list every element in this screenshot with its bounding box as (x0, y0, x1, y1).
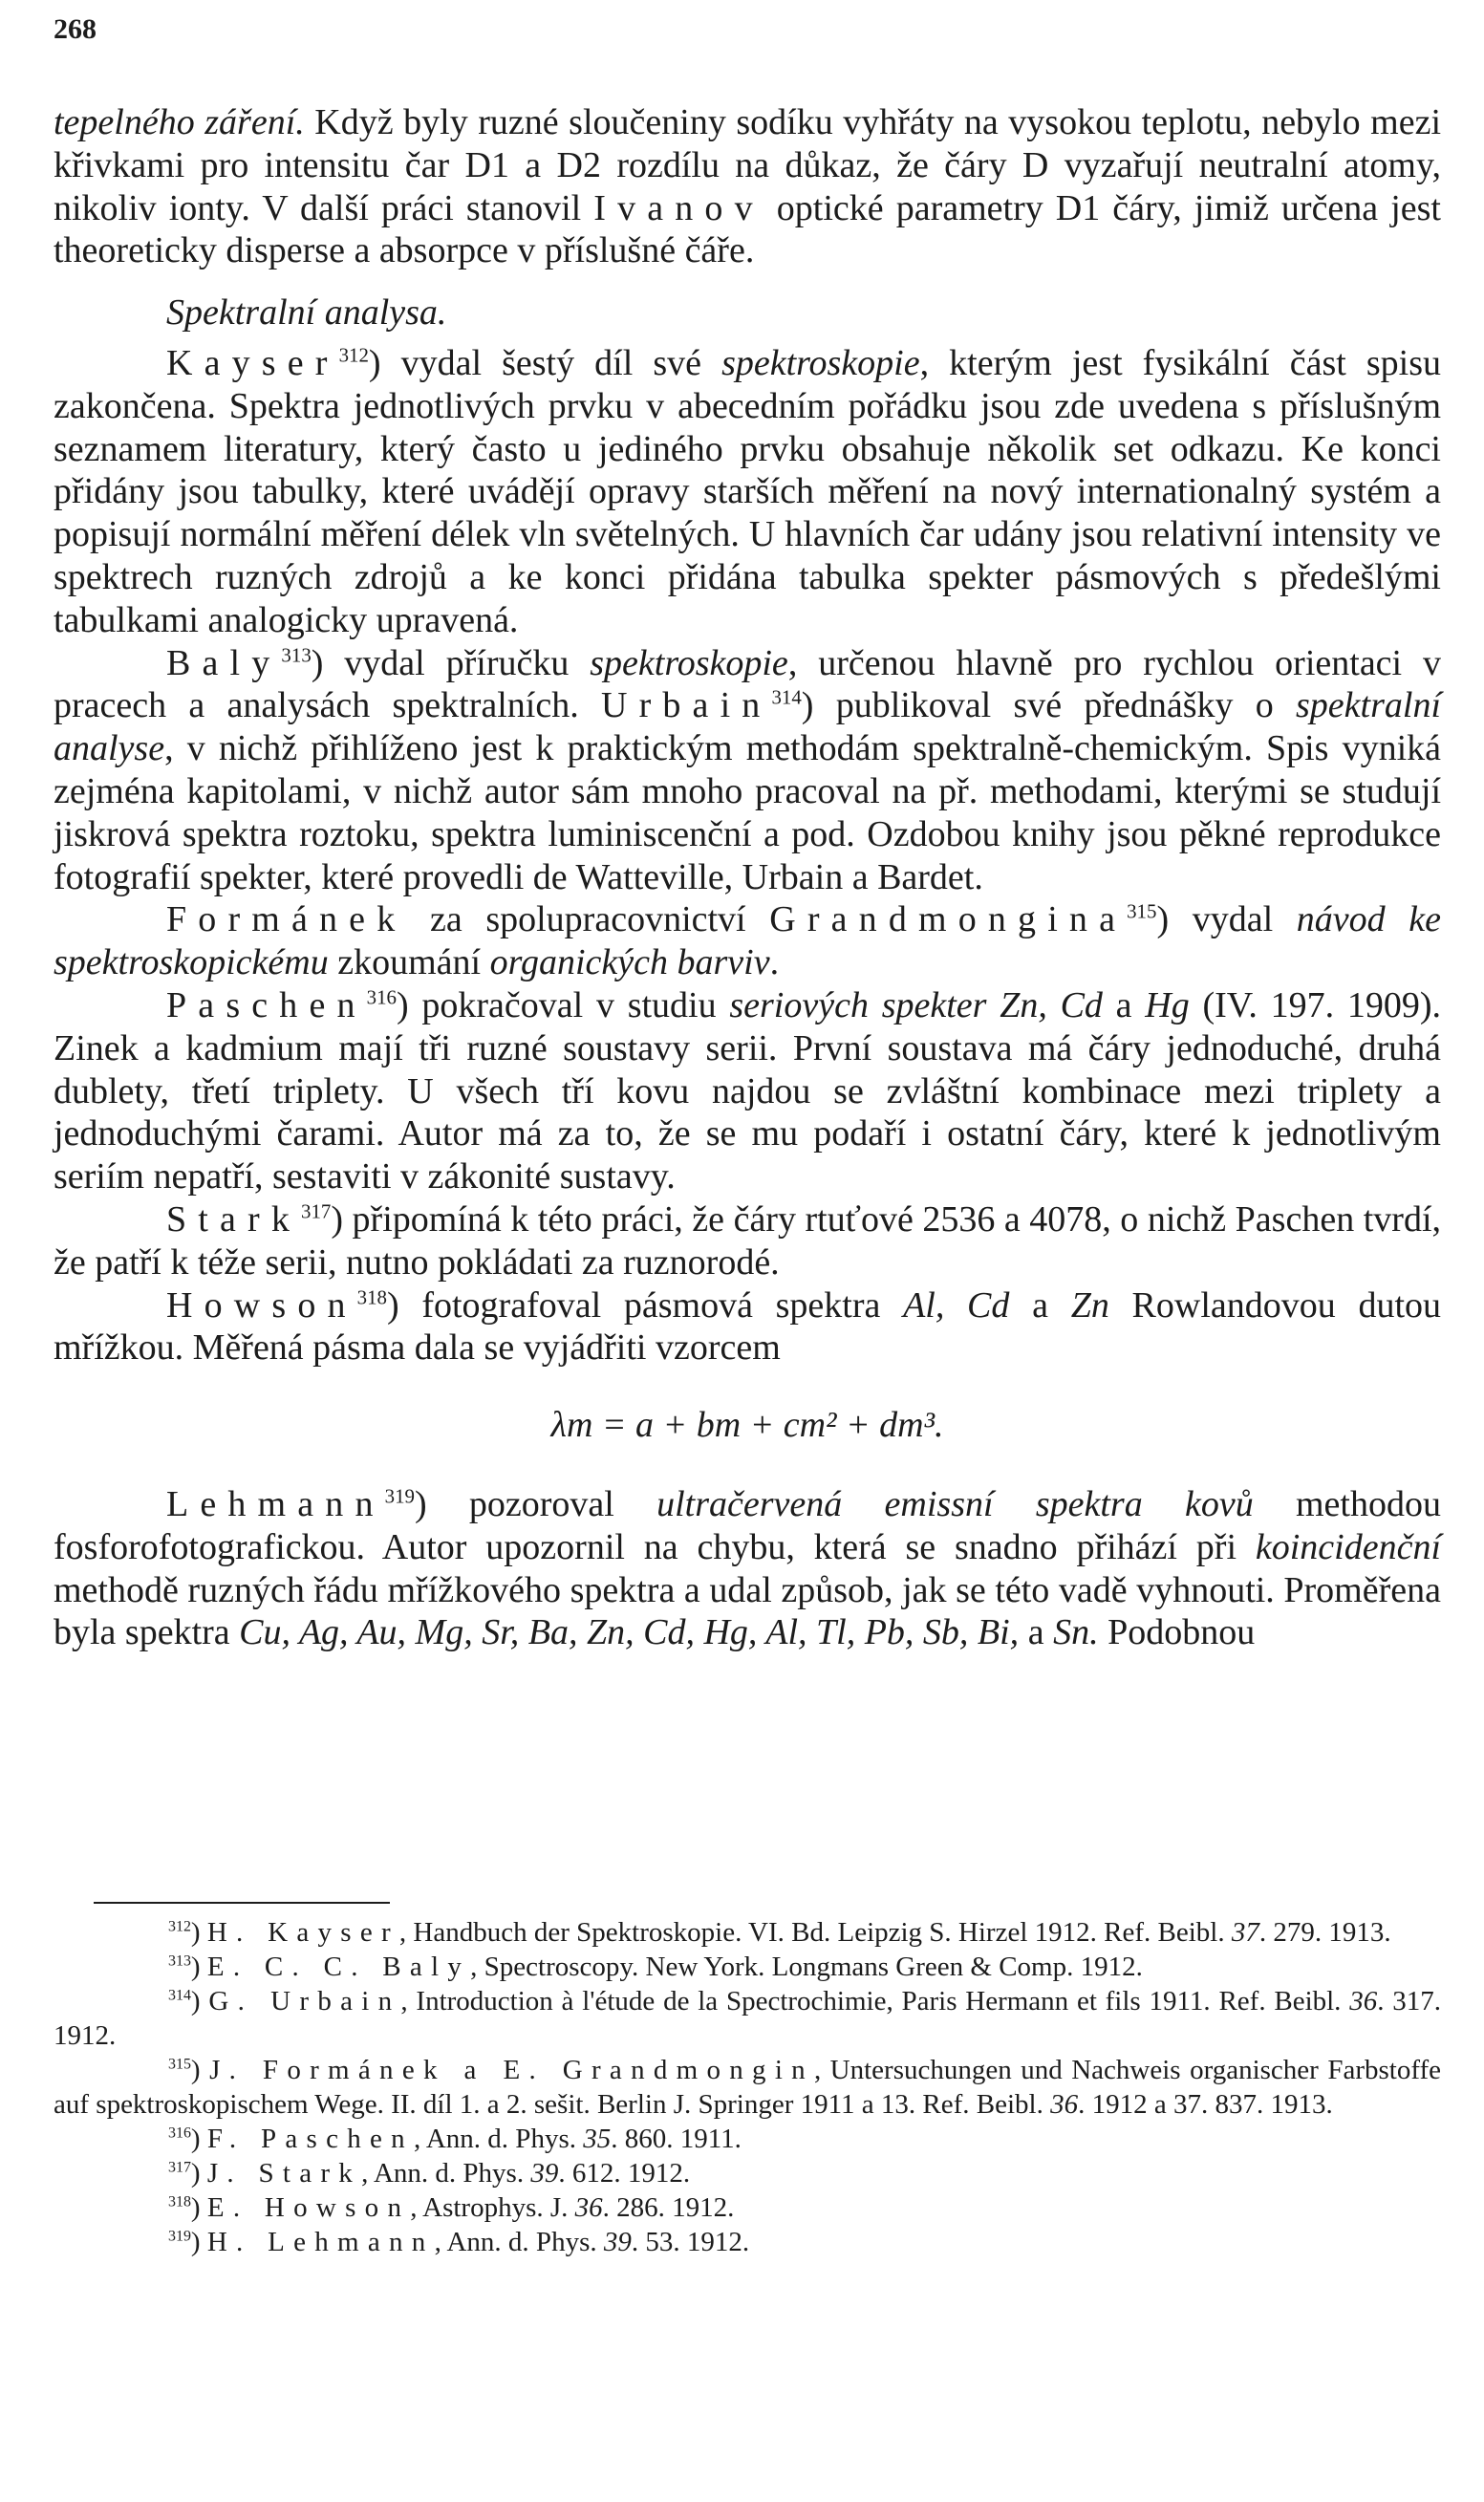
footnote-author: J. Stark (206, 2158, 362, 2189)
footnote-volume: 39 (603, 2227, 632, 2257)
author-name: Kayser (166, 342, 339, 383)
footnote-text: . 53. 1912. (631, 2227, 750, 2257)
text: methodě ruzných řádu mřížkového spektra a udal způsob, jak se této vadě vyhnouti. Proměřena byla spektra (54, 1569, 1441, 1653)
footnote-volume: 39 (530, 2158, 559, 2189)
footnote-volume: 36 (1349, 1986, 1378, 2017)
footnote-ref[interactable]: 315 (1127, 899, 1157, 923)
footnote-ref[interactable]: 312 (338, 343, 369, 367)
text: , určenou hlavně pro rychlou orientaci v pracech a analysách spektralních. (54, 642, 1442, 726)
text: ) pozoroval (414, 1483, 657, 1524)
italic-term: Al, Cd (903, 1284, 1010, 1326)
footnote-number: 313 (168, 1952, 191, 1970)
author-name: Howson (166, 1284, 357, 1326)
text: ) vydal šestý díl své (368, 342, 722, 383)
footnote-author: G. Urbain (208, 1986, 401, 2017)
paragraph-formanek (54, 898, 1441, 984)
footnote-text: . 612. 1912. (558, 2158, 691, 2189)
footnote-divider (94, 1902, 390, 1904)
footnote-author: J. Formánek a E. Grandmongin (209, 2055, 814, 2085)
footnote: $^{315}$) J. Formánek a E. Grandmongin, Untersuchungen und Nachweis organischer Farbstoffe auf spektroskopischem Wege. II. díl 1. a 2. sešit. Berlin J. Springer 1911 a 13. Ref. Beibl. 36. 1912 a 37. 837. 1913. (54, 2055, 1441, 2120)
paragraph-stark (54, 1198, 1441, 1284)
italic-term: ultračervená emissní spektra kovů (656, 1483, 1254, 1524)
footnote-text: , Ann. d. Phys. (361, 2158, 531, 2189)
text: ) připomíná k této práci, že čáry rtuťové 2536 a 4078, o nichž Paschen tvrdí, že patří k téže serii, nutno pokládati za ruznorodé. (54, 1198, 1441, 1283)
footnote-number: 316 (168, 2125, 191, 2142)
italic-term: spektroskopie (590, 642, 788, 683)
italic-term: Sn. (1053, 1612, 1099, 1653)
text: za spolupracovnictví (406, 899, 770, 940)
text: , v nichž přihlíženo jest k praktickým methodám spektralně-chemickým. Spis vyniká zejména kapitolami, v nichž autor sám mnoho pracoval na př. methodami, kterými se studují jiskrová spektra roztoku, spektra luminiscenční a pod. Ozdobou knihy jsou pěkné reprodukce fotografií spekter, které provedli de Watteville, Urbain a Bardet. (54, 728, 1441, 897)
text: ) vydal příručku (311, 642, 591, 683)
text: methodou fosforofotografickou. Autor upozornil na chybu, která se snadno přihází při (54, 1483, 1441, 1567)
footnote-number: 317 (168, 2159, 191, 2176)
author-name: Lehmann (166, 1483, 385, 1524)
author-name: Urbain (600, 685, 772, 726)
text: ) publikoval své přednášky o (801, 685, 1297, 726)
footnote: $^{317}$) J. Stark, Ann. d. Phys. 39. 612. 1912. (168, 2158, 691, 2189)
footnote-author: E. C. C. Baly (206, 1952, 471, 1982)
footnote-text: , Introduction à l'étude de la Spectrochimie, Paris Hermann et fils 1911. Ref. Beibl. (400, 1986, 1350, 2017)
paragraph-0 (54, 101, 1441, 272)
footnote-number: 315 (168, 2056, 191, 2073)
footnote-text: . 317. 1912. (54, 1986, 1442, 2051)
lead-italic: tepelného záření. (54, 102, 305, 142)
footnote-author: H. Lehmann (206, 2227, 435, 2257)
footnote-text: . 1912 a 37. 837. 1913. (1078, 2089, 1333, 2120)
text: (IV. 197. 1909). Zinek a kadmium mají tři ruzné soustavy serii. První soustava má čáry jednoduché, druhá dublety, třetí triplety. U všech tří kovu najdou se zvláštní kombinace mezi triplety a jednoduchými čarami. Autor má za to, že se mu podaří i ostatní čáry, které k jednotlivým seriím nepatří, sestaviti v zákonité sustavy. (54, 984, 1442, 1197)
italic-term: Zn (1070, 1284, 1109, 1326)
text: optické parametry D1 čáry, jimiž určena jest theoreticky disperse a absorpce v příslušné čáře. (54, 187, 1441, 271)
text: ) fotografoval pásmová spektra (386, 1284, 904, 1326)
italic-term: seriových spekter Zn, Cd (729, 984, 1103, 1025)
italic-term: návod ke spektroskopickému (54, 899, 1441, 983)
page-number: 268 (54, 13, 97, 45)
author-name: Ivanov (593, 187, 764, 228)
author-name: Grandmongina (769, 899, 1128, 940)
paragraph-lehmann (54, 1483, 1441, 1654)
footnote-ref[interactable]: 316 (366, 985, 397, 1009)
text: a (1019, 1612, 1054, 1653)
footnote-text: . 286. 1912. (602, 2192, 735, 2223)
main-text (54, 101, 1441, 1654)
text: a (1102, 984, 1146, 1025)
section-title: Spektralní analysa. (166, 292, 447, 334)
footnote: $^{316}$) F. Paschen, Ann. d. Phys. 35. 860. 1911. (168, 2124, 742, 2154)
text: , kterým jest fysikální část spisu zakončena. Spektra jednotlivých prvku v abecedním pořádku jsou zde uvedena s příslušným seznamem literatury, který často u jediného prvku obsahuje několik set odkazu. Ke konci přidány jsou tabulky, které uvádějí opravy starších měření na nový internationalný systém a popisují normální měření délek vln světelných. U hlavních čar udány jsou relativní intensity ve spektrech ruzných zdrojů a ke konci přidána tabulka spekter pásmových s předešlými tabulkami analogicky upravená. (54, 342, 1441, 640)
text: Podobnou (1098, 1612, 1256, 1653)
formula: λm = a + bm + cm² + dm³. (550, 1405, 944, 1446)
footnote-number: 319 (168, 2228, 191, 2245)
footnote-ref[interactable]: 317 (301, 1199, 332, 1223)
footnote-number: 312 (168, 1918, 191, 1935)
footnote-text: , Astrophys. J. (410, 2192, 575, 2223)
footnote: $^{318}$) E. Howson, Astrophys. J. 36. 286. 1912. (168, 2192, 735, 2223)
footnotes (54, 1915, 1441, 2259)
text: Rowlandovou dutou mřížkou. Měřená pásma dala se vyjádřiti vzorcem (54, 1284, 1442, 1369)
text: ) vydal (1156, 899, 1297, 940)
footnote-author: H. Kayser (206, 1917, 399, 1948)
footnote-number: 314 (168, 1987, 191, 2004)
paragraph-baly-urbain (54, 642, 1441, 899)
italic-term: koincidenční (1255, 1526, 1441, 1567)
footnote-ref[interactable]: 318 (356, 1284, 387, 1308)
footnote-ref[interactable]: 314 (771, 685, 802, 709)
footnote-volume: 37 (1231, 1917, 1259, 1948)
footnote-ref[interactable]: 319 (384, 1484, 415, 1508)
italic-term: Cu, Ag, Au, Mg, Sr, Ba, Zn, Cd, Hg, Al, Tl, Pb, Sb, Bi, (239, 1612, 1020, 1653)
author-name: Baly (166, 642, 282, 683)
author-name: Paschen (166, 984, 367, 1025)
paragraph-howson (54, 1284, 1441, 1370)
author-name: Stark (166, 1198, 302, 1240)
footnote-author: E. Howson (206, 2192, 411, 2223)
footnote: $^{312}$) H. Kayser, Handbuch der Spektroskopie. VI. Bd. Leipzig S. Hirzel 1912. Ref. Beibl. 37. 279. 1913. (168, 1917, 1391, 1948)
text: a (1009, 1284, 1071, 1326)
footnote-text: . 279. 1913. (1258, 1917, 1391, 1948)
footnote-text: , Ann. d. Phys. (434, 2227, 604, 2257)
text: ) pokračoval v studiu (396, 984, 730, 1025)
footnote-number: 318 (168, 2193, 191, 2211)
footnote-text: , Handbuch der Spektroskopie. VI. Bd. Leipzig S. Hirzel 1912. Ref. Beibl. (398, 1917, 1232, 1948)
footnote-text: , Ann. d. Phys. (413, 2124, 584, 2154)
text: zkoumání (328, 942, 490, 983)
italic-term: organických barviv (489, 942, 770, 983)
footnote-ref[interactable]: 313 (281, 642, 312, 666)
italic-term: Hg (1145, 984, 1190, 1025)
footnote: $^{314}$) G. Urbain, Introduction à l'étude de la Spectrochimie, Paris Hermann et fils 1911. Ref. Beibl. 36. 317. 1912. (54, 1986, 1442, 2051)
italic-term: spektroskopie (721, 342, 920, 383)
footnote-text: , Untersuchungen und Nachweis organischer Farbstoffe auf spektroskopischem Wege. II. díl 1. a 2. sešit. Berlin J. Springer 1911 a 13. Ref. Beibl. (54, 2055, 1441, 2120)
footnote-text: , Spectroscopy. New York. Longmans Green & Comp. 1912. (470, 1952, 1143, 1982)
footnote-volume: 36 (574, 2192, 603, 2223)
paragraph-kayser (54, 342, 1441, 642)
footnote: $^{319}$) H. Lehmann, Ann. d. Phys. 39. 53. 1912. (168, 2227, 750, 2257)
text: Když byly ruzné sloučeniny sodíku vyhřáty na vysokou teplotu, nebylo mezi křivkami pro intensitu čar D1 a D2 rozdílu na důkaz, že čáry D vyzařují neutralní atomy, nikoliv ionty. V další práci stanovil (54, 102, 1442, 228)
footnote-text: . 860. 1911. (611, 2124, 742, 2154)
paragraph-paschen (54, 984, 1441, 1198)
text: . (769, 942, 780, 983)
footnote-volume: 36 (1050, 2089, 1079, 2120)
footnote-author: F. Paschen (206, 2124, 414, 2154)
author-name: Formánek (166, 899, 407, 940)
footnote: $^{313}$) E. C. C. Baly, Spectroscopy. New York. Longmans Green & Comp. 1912. (168, 1952, 1143, 1982)
footnote-volume: 35 (583, 2124, 612, 2154)
italic-term: spektralní analyse (54, 685, 1441, 769)
